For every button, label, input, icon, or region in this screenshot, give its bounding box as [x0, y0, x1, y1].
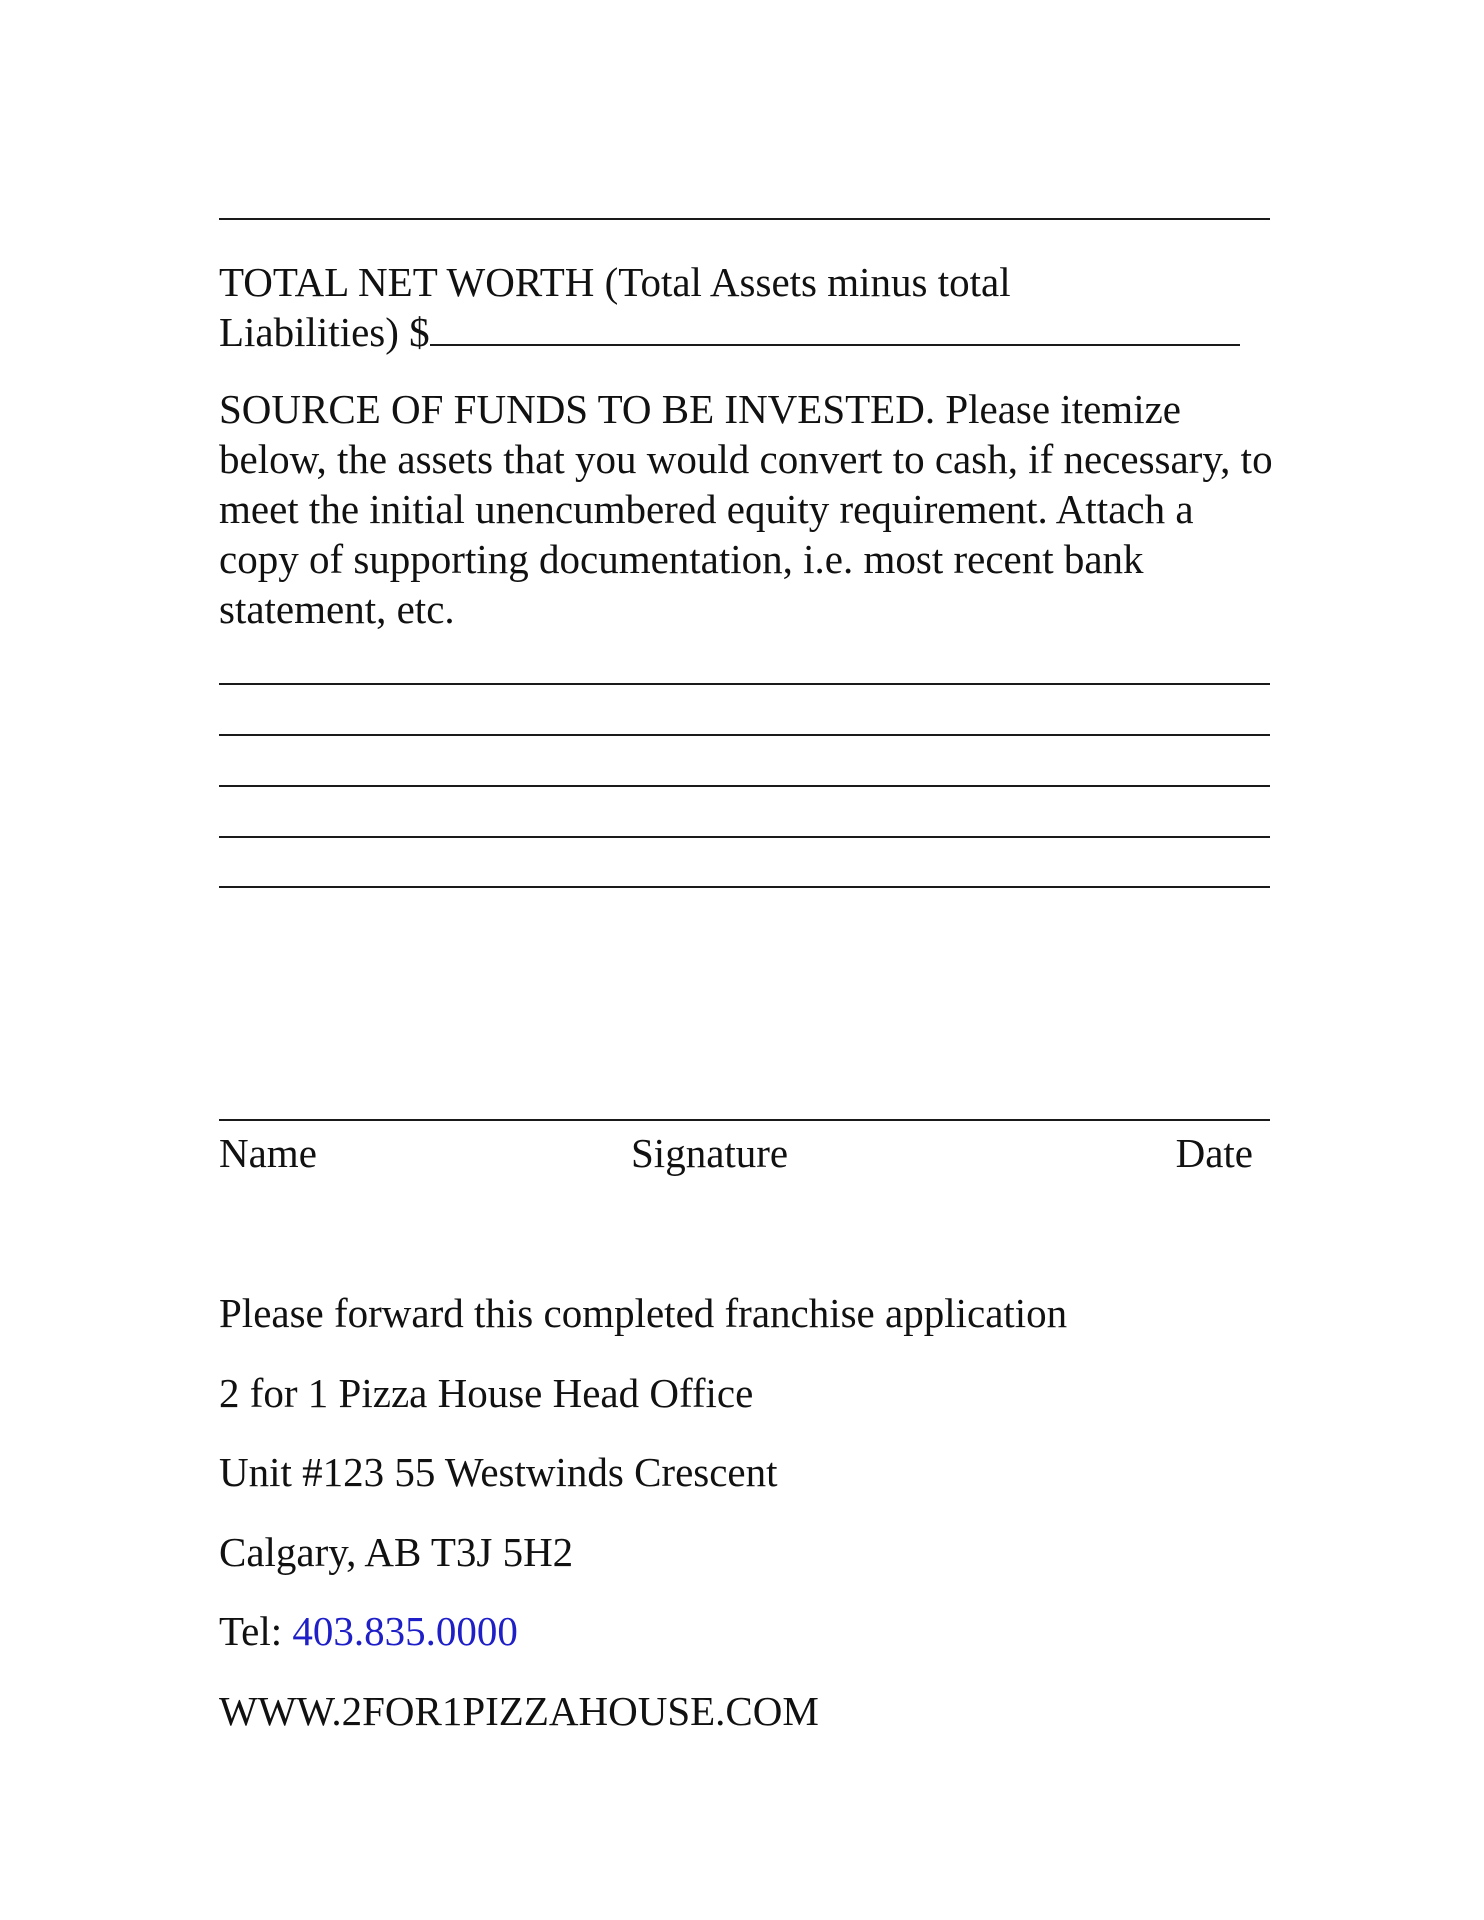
date-label: Date	[1175, 1130, 1253, 1176]
source-of-funds-paragraph: SOURCE OF FUNDS TO BE INVESTED. Please itemize below, the assets that you would convert to cash, if necessary, to meet the initial unencumbered equity requirement. Attach a copy of supporting documentation, i.e. most recent bank statement, etc.	[219, 386, 1273, 632]
city-postal: Calgary, AB T3J 5H2	[219, 1529, 574, 1575]
itemize-line-5[interactable]	[219, 886, 1270, 888]
telephone-line	[219, 1606, 518, 1656]
top-blank-line[interactable]	[219, 218, 1270, 220]
street-address: Unit #123 55 Westwinds Crescent	[219, 1449, 778, 1495]
forward-instruction: Please forward this completed franchise application	[219, 1290, 1068, 1336]
company-name: 2 for 1 Pizza House Head Office	[219, 1370, 754, 1416]
website-url[interactable]: WWW.2FOR1PIZZAHOUSE.COM	[219, 1688, 819, 1734]
tel-label: Tel:	[219, 1608, 283, 1654]
net-worth-label: Liabilities) $	[219, 309, 430, 355]
net-worth-line-2	[219, 307, 1240, 357]
signature-labels-row	[219, 1128, 1253, 1178]
itemize-line-1[interactable]	[219, 683, 1270, 685]
itemize-line-3[interactable]	[219, 785, 1270, 787]
net-worth-input-line[interactable]	[430, 308, 1240, 346]
signature-line[interactable]	[219, 1119, 1270, 1121]
itemize-line-4[interactable]	[219, 836, 1270, 838]
name-label: Name	[219, 1130, 317, 1176]
itemize-line-2[interactable]	[219, 734, 1270, 736]
signature-label: Signature	[631, 1130, 789, 1176]
phone-link[interactable]: 403.835.0000	[292, 1608, 518, 1654]
net-worth-line-1: TOTAL NET WORTH (Total Assets minus total	[219, 259, 1011, 305]
